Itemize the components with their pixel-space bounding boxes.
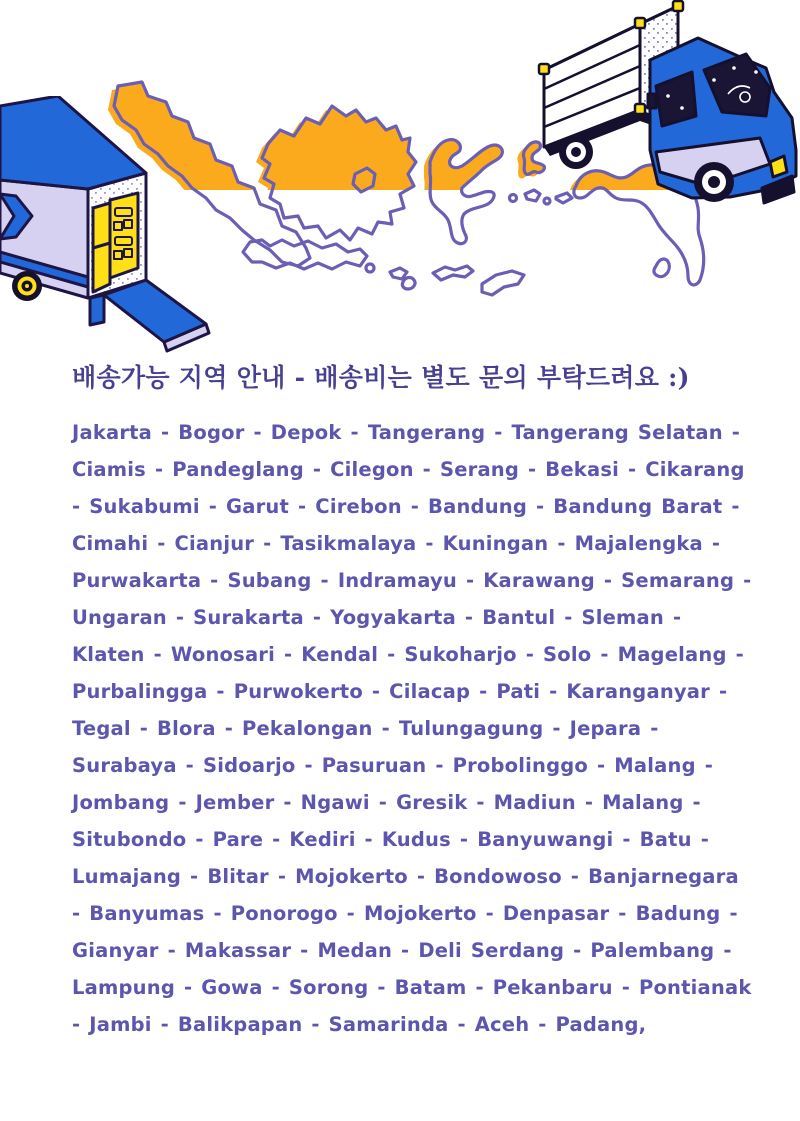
delivery-area-line: - Sukabumi - Garut - Cirebon - Bandung - Bandung Barat - xyxy=(72,495,740,518)
delivery-area-line: Lampung - Gowa - Sorong - Batam - Pekanbaru - Pontianak xyxy=(72,976,752,999)
delivery-area-line: Ciamis - Pandeglang - Cilegon - Serang - Bekasi - Cikarang xyxy=(72,458,745,481)
mirror xyxy=(648,94,656,108)
delivery-area-line: Cimahi - Cianjur - Tasikmalaya - Kuningan - Majalengka - xyxy=(72,532,721,555)
left-truck-illustration xyxy=(0,96,232,354)
delivery-area-list xyxy=(72,414,762,1043)
truck-roof xyxy=(0,96,146,189)
delivery-area-line: Klaten - Wonosari - Kendal - Sukoharjo - Solo - Magelang - xyxy=(72,643,744,666)
delivery-area-line: - Jambi - Balikpapan - Samarinda - Aceh - Padang, xyxy=(72,1013,647,1036)
delivery-area-line: Ungaran - Surakarta - Yogyakarta - Bantul - Sleman - xyxy=(72,606,682,629)
delivery-area-line: Tegal - Blora - Pekalongan - Tulungagung - Jepara - xyxy=(72,717,659,740)
delivery-area-line: Purwakarta - Subang - Indramayu - Karawang - Semarang - xyxy=(72,569,752,592)
delivery-area-line: Gianyar - Makassar - Medan - Deli Serdang - Palembang - xyxy=(72,939,732,962)
delivery-area-line: Jakarta - Bogor - Depok - Tangerang - Tangerang Selatan - xyxy=(72,421,741,444)
cargo-side xyxy=(544,24,640,147)
delivery-area-line: Lumajang - Blitar - Mojokerto - Bondowoso - Banjarnegara xyxy=(72,865,739,888)
front-wheel xyxy=(694,162,734,202)
delivery-area-line: - Banyumas - Ponorogo - Mojokerto - Denpasar - Badung - xyxy=(72,902,738,925)
left-truck-wheel xyxy=(12,271,42,301)
right-truck-illustration xyxy=(498,0,800,222)
heading-korean: 배송가능 지역 안내 - 배송비는 별도 문의 부탁드려요 :) xyxy=(72,363,690,392)
mudflap xyxy=(90,295,104,325)
delivery-area-line: Jombang - Jember - Ngawi - Gresik - Madiun - Malang - xyxy=(72,791,701,814)
delivery-area-line: Purbalingga - Purwokerto - Cilacap - Pati - Karanganyar - xyxy=(72,680,728,703)
delivery-area-line: Surabaya - Sidoarjo - Pasuruan - Probolinggo - Malang - xyxy=(72,754,714,777)
delivery-area-line: Situbondo - Pare - Kediri - Kudus - Banyuwangi - Batu - xyxy=(72,828,709,851)
